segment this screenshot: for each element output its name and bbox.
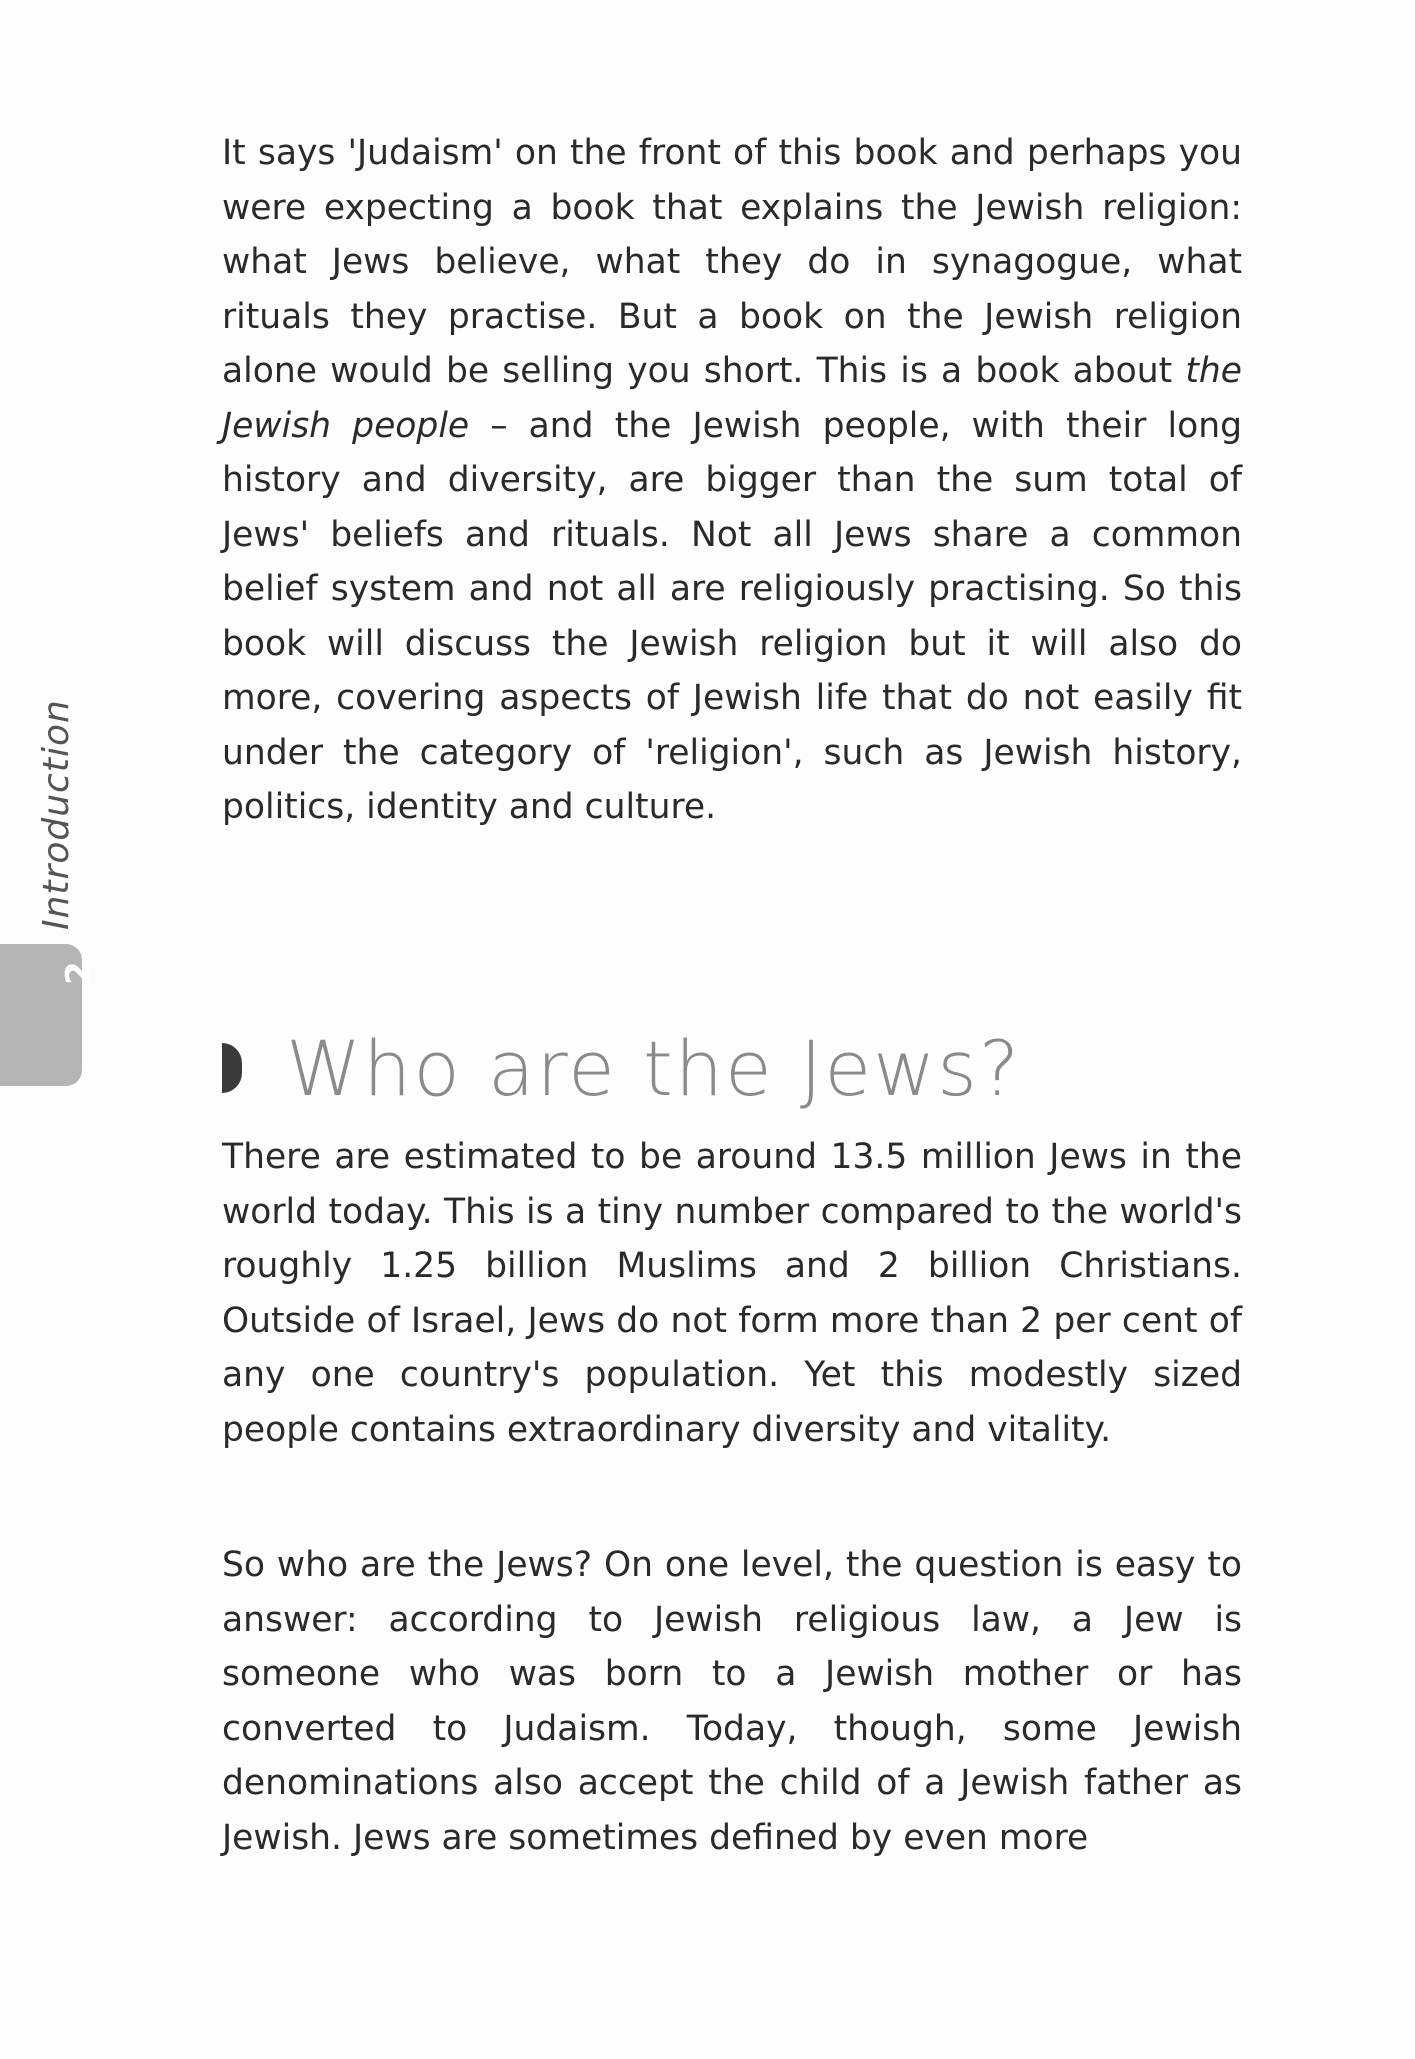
section-heading-text: Who are the Jews? <box>286 1023 1022 1113</box>
heading-bullet-icon <box>222 1043 242 1093</box>
intro-paragraph <box>222 126 1242 835</box>
intro-text-start: It says 'Judaism' on the front of this book and perhaps you were expecting a book that explains the Jewish religion: what Jews believe, what they do in synagogue, what rituals they practise. But a book on the Jewish religion alone would be selling you short. This is a book about <box>222 133 1242 391</box>
section-heading <box>222 1018 1021 1118</box>
intro-text-end: – and the Jewish people, with their long history and diversity, are bigger than the sum total of Jews' beliefs and rituals. Not all Jews share a common belief system and not all are religiously practising. So this book will discuss the Jewish religion but it will also do more, covering aspects of Jewish life that do not easily fit under the category of 'religion', such as Jewish history, politics, identity and culture. <box>222 405 1242 827</box>
population-paragraph: There are estimated to be around 13.5 million Jews in the world today. This is a tiny number compared to the world's roughly 1.25 billion Muslims and 2 billion Christians. Outside of Israel, Jews do not form more than 2 per cent of any one country's population. Yet this modestly sized people contains extraordinary diversity and vitality. <box>222 1137 1242 1450</box>
page-number: 2 <box>59 961 99 985</box>
definition-paragraph: So who are the Jews? On one level, the question is easy to answer: according to Jewish religious law, a Jew is someone who was born to a Jewish mother or has converted to Judaism. Today, though, some Jewish denominations also accept the child of a Jewish father as Jewish. Jews are sometimes defined by even more <box>222 1545 1242 1858</box>
section-label: Introduction <box>36 699 77 930</box>
intro-text-emphasis: the Jewish people <box>222 351 1242 446</box>
